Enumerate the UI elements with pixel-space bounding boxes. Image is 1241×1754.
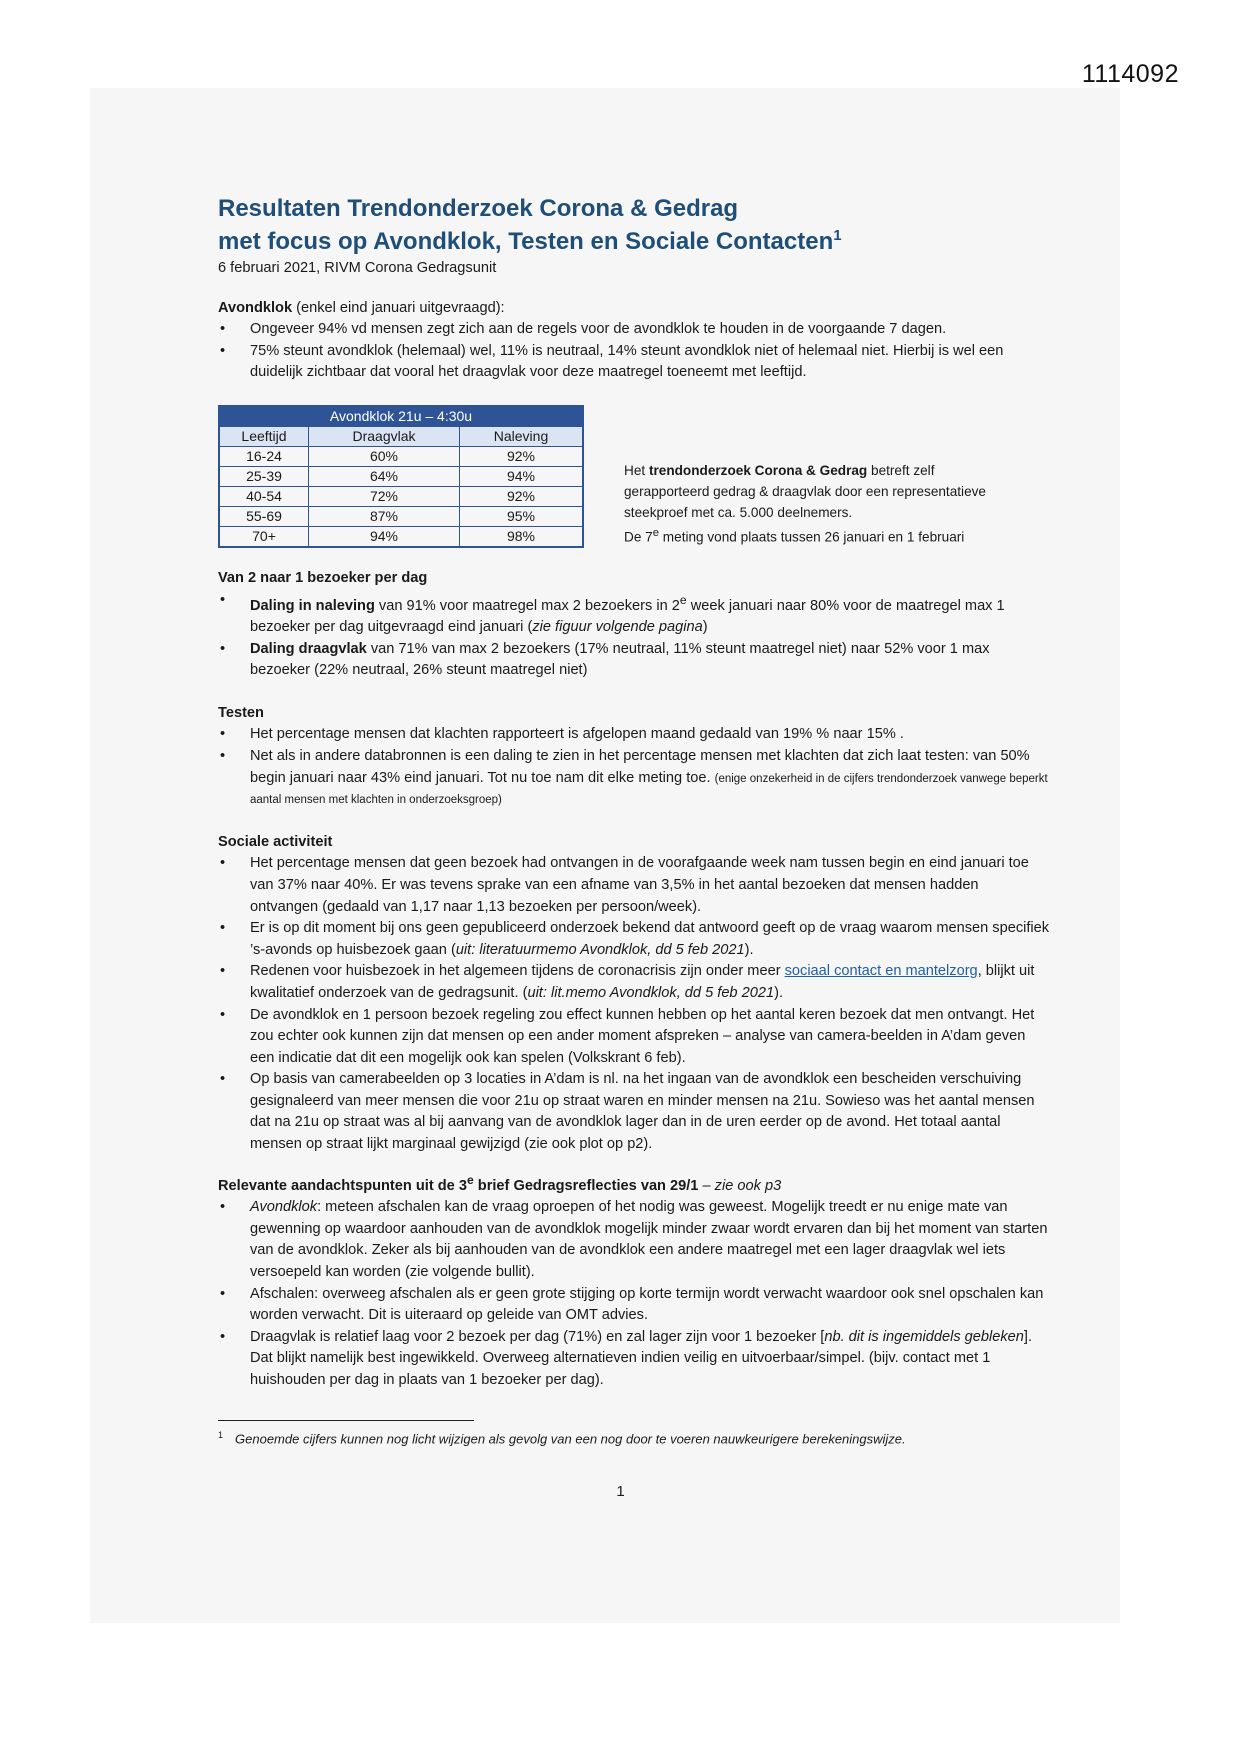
table-cell: 70+ bbox=[219, 526, 309, 547]
table-cell: 92% bbox=[460, 486, 584, 506]
table-cell: 98% bbox=[460, 526, 584, 547]
list-item bbox=[218, 746, 1050, 811]
title-line-2: met focus op Avondklok, Testen en Sociale Contacten bbox=[218, 228, 834, 255]
bold-phrase: Daling draagvlak bbox=[250, 640, 367, 657]
note-sup: e bbox=[652, 526, 660, 539]
table-cell: 94% bbox=[309, 526, 460, 547]
table-cell: 64% bbox=[309, 466, 460, 486]
avondklok-heading-note: (enkel eind januari uitgevraagd): bbox=[292, 299, 505, 316]
text-run: Relevante aandachtspunten uit de 3 bbox=[218, 1177, 467, 1194]
table-cell: 95% bbox=[460, 506, 584, 526]
text-run: brief Gedragsreflecties van 29/1 bbox=[473, 1177, 703, 1194]
bezoeker-bullets bbox=[218, 590, 1050, 682]
text-run: ). bbox=[774, 984, 783, 1001]
text-run: Net als in andere databronnen is een daling te zien in het percentage mensen met klachten dat zich laat testen: van 50% begin januari naar 43% eind januari. Tot nu toe nam dit elke meting toe. bbox=[250, 747, 1030, 786]
page-title bbox=[218, 192, 1050, 258]
list-item: • Het percentage mensen dat geen bezoek had ontvangen in de voorafgaande week nam tussen begin en eind januari toe van 37% naar 40%. Er was tevens sprake van een afname van 3,5% in het aantal bezoeken dat mensen hadden ontvangen (gedaald van 1,17 naar 1,13 bezoeken per persoon/week). bbox=[218, 853, 1050, 918]
list-item: • Ongeveer 94% vd mensen zegt zich aan de regels voor de avondklok te houden in de voorgaande 7 dagen. bbox=[218, 319, 1050, 341]
table-caption: Avondklok 21u – 4:30u bbox=[219, 406, 583, 427]
note-rest: betreft zelf gerapporteerd gedrag & draagvlak door een representatieve steekproef met ca. 5.000 deelnemers. bbox=[624, 462, 986, 520]
title-footnote-marker: 1 bbox=[833, 227, 842, 244]
avondklok-bullets bbox=[218, 319, 1050, 384]
footnote-text: Genoemde cijfers kunnen nog licht wijzigen als gevolg van een nog door te voeren nauwkeurigere berekeningswijze. bbox=[235, 1431, 906, 1447]
list-item bbox=[218, 961, 1050, 1004]
footnote bbox=[218, 1430, 1048, 1446]
italic-phrase: zie figuur volgende pagina bbox=[532, 619, 703, 636]
list-item bbox=[218, 1197, 1050, 1283]
document-body bbox=[218, 192, 1050, 1391]
aandacht-bullets bbox=[218, 1197, 1050, 1391]
table-cell: 55-69 bbox=[219, 506, 309, 526]
section-heading-bezoeker: Van 2 naar 1 bezoeker per dag bbox=[218, 569, 428, 586]
text-run: week januari naar 80% voor de maatregel max 1 bezoeker per dag uitgevraagd eind januari ( bbox=[250, 597, 1005, 636]
table-cell: 25-39 bbox=[219, 466, 309, 486]
italic-phrase: uit: lit.memo Avondklok, dd 5 feb 2021 bbox=[527, 984, 775, 1001]
avondklok-table bbox=[218, 405, 584, 548]
superscript: e bbox=[679, 592, 687, 607]
testen-bullets bbox=[218, 724, 1050, 810]
table-cell: 92% bbox=[460, 446, 584, 466]
avondklok-table-block bbox=[218, 405, 1050, 548]
table-cell: 87% bbox=[309, 506, 460, 526]
table-cell: 60% bbox=[309, 446, 460, 466]
text-run: ]. Dat blijkt namelijk best ingewikkeld. Overweeg alternatieven indien veilig en uitvoerbaar/simpel. (bijv. contact met 1 huishouden per dag in plaats van 1 bezoeker per dag). bbox=[250, 1328, 1033, 1388]
list-item: • Afschalen: overweeg afschalen als er geen grote stijging op korte termijn wordt verwacht waardoor ook snel opschalen kan worden verwacht. Dit is uiteraard op geleide van OMT advies. bbox=[218, 1284, 1050, 1327]
italic-phrase: – zie ook p3 bbox=[702, 1177, 782, 1194]
footnote-marker: 1 bbox=[218, 1430, 224, 1440]
section-heading-avondklok bbox=[218, 298, 1050, 320]
section-heading-testen: Testen bbox=[218, 704, 264, 721]
table-row bbox=[219, 466, 583, 486]
text-run: van 71% van max 2 bezoekers (17% neutraal, 11% steunt maatregel niet) naar 52% voor 1 max bezoeker (22% neutraal, 26% steunt maatregel niet) bbox=[250, 640, 990, 679]
table-cell: 94% bbox=[460, 466, 584, 486]
table-row bbox=[219, 526, 583, 547]
title-line-1: Resultaten Trendonderzoek Corona & Gedrag bbox=[218, 195, 739, 222]
list-item: • Op basis van camerabeelden op 3 locaties in A’dam is nl. na het ingaan van de avondklok een bescheiden verschuiving gesignaleerd van meer mensen die voor 21u op straat waren en minder mensen na 21u. Sowieso was het aantal mensen dat na 21u op straat was al bij aanvang van de avondklok lager dan in de uren eerder op de avond. Het totaal aantal mensen op straat lijkt marginaal gewijzigd (zie ook plot op p2). bbox=[218, 1069, 1050, 1155]
note-line2-pre: De 7 bbox=[624, 529, 653, 545]
avondklok-heading-text: Avondklok bbox=[218, 299, 293, 316]
footnote-divider bbox=[218, 1420, 474, 1421]
section-heading-aandacht bbox=[218, 1170, 1050, 1197]
list-item bbox=[218, 639, 1050, 682]
table-cell: 40-54 bbox=[219, 486, 309, 506]
text-run: ). bbox=[744, 941, 754, 958]
sociaal-contact-link[interactable]: sociaal contact en mantelzorg bbox=[784, 963, 978, 980]
text-run: Er is op dit moment bij ons geen gepubliceerd onderzoek bekend dat antwoord geeft op de vraag waarom mensen specifiek ’s-avonds op huisbezoek gaan ( bbox=[250, 920, 1050, 958]
note-line2-rest: meting vond plaats tussen 26 januari en 1 februari bbox=[659, 529, 965, 545]
bold-phrase: Daling in naleving bbox=[250, 597, 375, 614]
study-note bbox=[624, 460, 1004, 548]
italic-phrase: Avondklok bbox=[250, 1199, 318, 1216]
table-row bbox=[219, 506, 583, 526]
italic-phrase: nb. dit is ingemiddels gebleken bbox=[824, 1328, 1024, 1345]
table-row bbox=[219, 486, 583, 506]
table-row bbox=[219, 446, 583, 466]
small-note: (enige onzekerheid in de cijfers trendonderzoek vanwege beperkt aantal mensen met klachten in onderzoeksgroep) bbox=[250, 772, 1048, 807]
section-heading-sociaal: Sociale activiteit bbox=[218, 833, 333, 850]
list-item bbox=[218, 918, 1050, 961]
table-header: Leeftijd bbox=[219, 426, 309, 446]
text-run: , blijkt uit kwalitatief onderzoek van de gedragsunit. ( bbox=[250, 963, 1035, 1001]
sociaal-bullets bbox=[218, 853, 1050, 1155]
list-item: • 75% steunt avondklok (helemaal) wel, 11% is neutraal, 14% steunt avondklok niet of helemaal niet. Hierbij is wel een duidelijk zichtbaar dat vooral het draagvlak voor deze maatregel toeneemt met leeftijd. bbox=[218, 341, 1050, 384]
note-bold: trendonderzoek Corona & Gedrag bbox=[648, 462, 868, 478]
table-header: Naleving bbox=[460, 426, 584, 446]
text-run: : meteen afschalen kan de vraag oproepen of het nodig was geweest. Mogelijk treedt er nu enige mate van gewenning op waardoor aanhouden van de avondklok mogelijk minder zwaar wordt ervaren dan bij het moment van starten van de avondklok. Zeker als bij aanhouden van de avondklok een andere maatregel met een lager draagvlak wel iets versoepeld kan worden (zie volgende bullit). bbox=[250, 1199, 1048, 1280]
text-run: van 91% voor maatregel max 2 bezoekers in 2 bbox=[374, 597, 680, 614]
superscript: e bbox=[466, 1172, 474, 1187]
text-run: Draagvlak is relatief laag voor 2 bezoek per dag (71%) en zal lager zijn voor 1 bezoeker [ bbox=[250, 1328, 825, 1345]
text-run: ) bbox=[702, 619, 708, 636]
page-number: 1 bbox=[616, 1483, 625, 1500]
list-item bbox=[218, 1327, 1050, 1392]
table-header: Draagvlak bbox=[309, 426, 460, 446]
italic-phrase: uit: literatuurmemo Avondklok, dd 5 feb 2021 bbox=[455, 941, 745, 958]
table-cell: 72% bbox=[309, 486, 460, 506]
list-item: • De avondklok en 1 persoon bezoek regeling zou effect kunnen hebben op het aantal keren bezoek dat men ontvangt. Het zou echter ook kunnen zijn dat mensen op een ander moment afspreken – analyse van camera-beelden in A’dam geven een indicatie dat dit een mogelijk ook kan spelen (Volkskrant 6 feb). bbox=[218, 1005, 1050, 1070]
list-item: • Het percentage mensen dat klachten rapporteert is afgelopen maand gedaald van 19% % naar 15% . bbox=[218, 724, 1050, 746]
text-run: Redenen voor huisbezoek in het algemeen tijdens de coronacrisis zijn onder meer bbox=[250, 963, 785, 980]
list-item bbox=[218, 590, 1050, 639]
table-cell: 16-24 bbox=[219, 446, 309, 466]
note-prefix: Het bbox=[624, 462, 649, 478]
document-id: 1114092 bbox=[1081, 60, 1179, 88]
subtitle: 6 februari 2021, RIVM Corona Gedragsunit bbox=[218, 260, 497, 276]
